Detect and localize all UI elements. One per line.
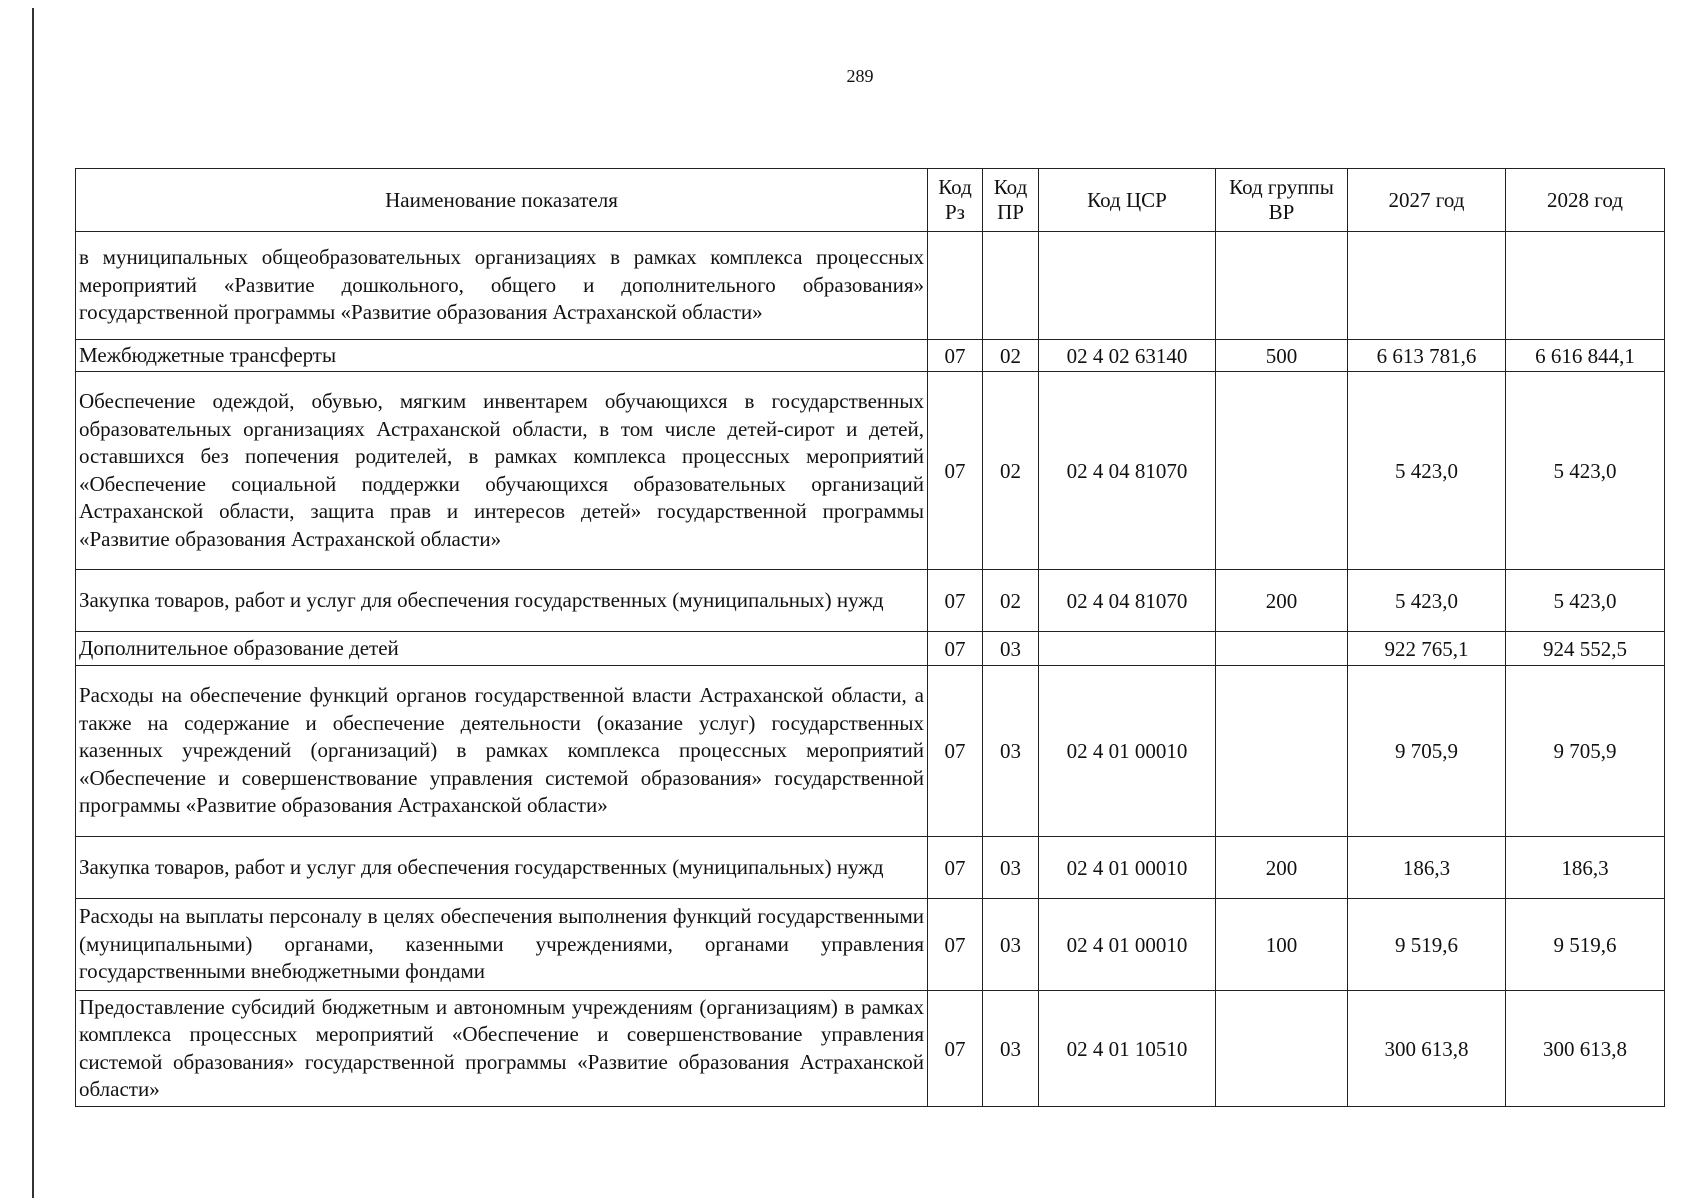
row-amount-2027: 186,3 bbox=[1348, 837, 1506, 899]
header-rz-code: Код Рз bbox=[928, 169, 983, 232]
row-indicator-name: Расходы на выплаты персоналу в целях обеспечения выполнения функций государственными (муниципальными) органами, казенными учреждениями, органами управления государственными внебюджетными фондами bbox=[76, 899, 928, 991]
page-number: 289 bbox=[846, 66, 874, 86]
row-rz-code bbox=[928, 232, 983, 340]
row-indicator-name: в муниципальных общеобразовательных организациях в рамках комплекса процессных мероприятий «Развитие дошкольного, общего и дополнительного образования» государственной программы «Развитие образования Астраханской области» bbox=[76, 232, 928, 340]
row-amount-2028: 186,3 bbox=[1506, 837, 1665, 899]
table-row bbox=[76, 570, 1665, 632]
table-row bbox=[76, 899, 1665, 991]
row-csr-code: 02 4 02 63140 bbox=[1039, 340, 1216, 372]
row-csr-code: 02 4 04 81070 bbox=[1039, 372, 1216, 570]
row-indicator-name: Дополнительное образование детей bbox=[76, 632, 928, 666]
row-vr-code bbox=[1216, 666, 1348, 837]
row-amount-2027: 922 765,1 bbox=[1348, 632, 1506, 666]
row-rz-code: 07 bbox=[928, 837, 983, 899]
row-vr-code: 500 bbox=[1216, 340, 1348, 372]
row-rz-code: 07 bbox=[928, 632, 983, 666]
row-pr-code: 03 bbox=[983, 991, 1039, 1107]
row-amount-2028: 924 552,5 bbox=[1506, 632, 1665, 666]
row-amount-2027: 300 613,8 bbox=[1348, 991, 1506, 1107]
row-pr-code: 03 bbox=[983, 899, 1039, 991]
header-csr-code: Код ЦСР bbox=[1039, 169, 1216, 232]
row-indicator-name: Предоставление субсидий бюджетным и автономным учреждениям (организациям) в рамках комплекса процессных мероприятий «Обеспечение и совершенствование управления системой образования» государственной программы «Развитие образования Астраханской области» bbox=[76, 991, 928, 1107]
header-year-2028: 2028 год bbox=[1506, 169, 1665, 232]
row-pr-code: 02 bbox=[983, 570, 1039, 632]
table-row bbox=[76, 991, 1665, 1107]
row-amount-2027 bbox=[1348, 232, 1506, 340]
table-header-row bbox=[76, 169, 1665, 232]
row-csr-code bbox=[1039, 632, 1216, 666]
row-pr-code: 02 bbox=[983, 340, 1039, 372]
row-rz-code: 07 bbox=[928, 340, 983, 372]
row-amount-2027: 6 613 781,6 bbox=[1348, 340, 1506, 372]
budget-table bbox=[75, 168, 1665, 1107]
row-vr-code bbox=[1216, 991, 1348, 1107]
row-indicator-name: Расходы на обеспечение функций органов государственной власти Астраханской области, а также на содержание и обеспечение деятельности (оказание услуг) государственных казенных учреждений (организаций) в рамках комплекса процессных мероприятий «Обеспечение и совершенствование управления системой образования» государственной программы «Развитие образования Астраханской области» bbox=[76, 666, 928, 837]
table-row bbox=[76, 837, 1665, 899]
row-rz-code: 07 bbox=[928, 991, 983, 1107]
row-amount-2028: 6 616 844,1 bbox=[1506, 340, 1665, 372]
row-vr-code: 100 bbox=[1216, 899, 1348, 991]
row-csr-code: 02 4 01 00010 bbox=[1039, 899, 1216, 991]
row-csr-code bbox=[1039, 232, 1216, 340]
header-pr-code: Код ПР bbox=[983, 169, 1039, 232]
row-vr-code bbox=[1216, 632, 1348, 666]
table-row bbox=[76, 232, 1665, 340]
row-indicator-name: Закупка товаров, работ и услуг для обеспечения государственных (муниципальных) нужд bbox=[76, 570, 928, 632]
row-rz-code: 07 bbox=[928, 372, 983, 570]
row-vr-code: 200 bbox=[1216, 837, 1348, 899]
header-indicator-name: Наименование показателя bbox=[76, 169, 928, 232]
header-year-2027: 2027 год bbox=[1348, 169, 1506, 232]
row-amount-2028: 5 423,0 bbox=[1506, 372, 1665, 570]
row-indicator-name: Закупка товаров, работ и услуг для обеспечения государственных (муниципальных) нужд bbox=[76, 837, 928, 899]
row-amount-2028 bbox=[1506, 232, 1665, 340]
row-rz-code: 07 bbox=[928, 899, 983, 991]
row-pr-code: 03 bbox=[983, 837, 1039, 899]
row-pr-code: 03 bbox=[983, 632, 1039, 666]
row-amount-2028: 9 519,6 bbox=[1506, 899, 1665, 991]
row-amount-2028: 9 705,9 bbox=[1506, 666, 1665, 837]
row-csr-code: 02 4 04 81070 bbox=[1039, 570, 1216, 632]
row-vr-code bbox=[1216, 232, 1348, 340]
table-row bbox=[76, 632, 1665, 666]
row-amount-2028: 5 423,0 bbox=[1506, 570, 1665, 632]
row-rz-code: 07 bbox=[928, 570, 983, 632]
row-csr-code: 02 4 01 10510 bbox=[1039, 991, 1216, 1107]
row-indicator-name: Межбюджетные трансферты bbox=[76, 340, 928, 372]
table-row bbox=[76, 666, 1665, 837]
header-vr-group-code: Код группы ВР bbox=[1216, 169, 1348, 232]
table-row bbox=[76, 340, 1665, 372]
row-vr-code bbox=[1216, 372, 1348, 570]
row-amount-2027: 9 519,6 bbox=[1348, 899, 1506, 991]
row-csr-code: 02 4 01 00010 bbox=[1039, 666, 1216, 837]
row-pr-code bbox=[983, 232, 1039, 340]
row-rz-code: 07 bbox=[928, 666, 983, 837]
row-amount-2027: 5 423,0 bbox=[1348, 372, 1506, 570]
row-indicator-name: Обеспечение одеждой, обувью, мягким инвентарем обучающихся в государственных образовательных организациях Астраханской области, в том числе детей-сирот и детей, оставшихся без попечения родителей, в рамках комплекса процессных мероприятий «Обеспечение социальной поддержки обучающихся образовательных организаций Астраханской области, защита прав и интересов детей» государственной программы «Развитие образования Астраханской области» bbox=[76, 372, 928, 570]
binding-margin-line bbox=[32, 8, 34, 1198]
table-row bbox=[76, 372, 1665, 570]
row-csr-code: 02 4 01 00010 bbox=[1039, 837, 1216, 899]
row-amount-2027: 9 705,9 bbox=[1348, 666, 1506, 837]
row-pr-code: 03 bbox=[983, 666, 1039, 837]
row-amount-2028: 300 613,8 bbox=[1506, 991, 1665, 1107]
row-amount-2027: 5 423,0 bbox=[1348, 570, 1506, 632]
row-vr-code: 200 bbox=[1216, 570, 1348, 632]
row-pr-code: 02 bbox=[983, 372, 1039, 570]
